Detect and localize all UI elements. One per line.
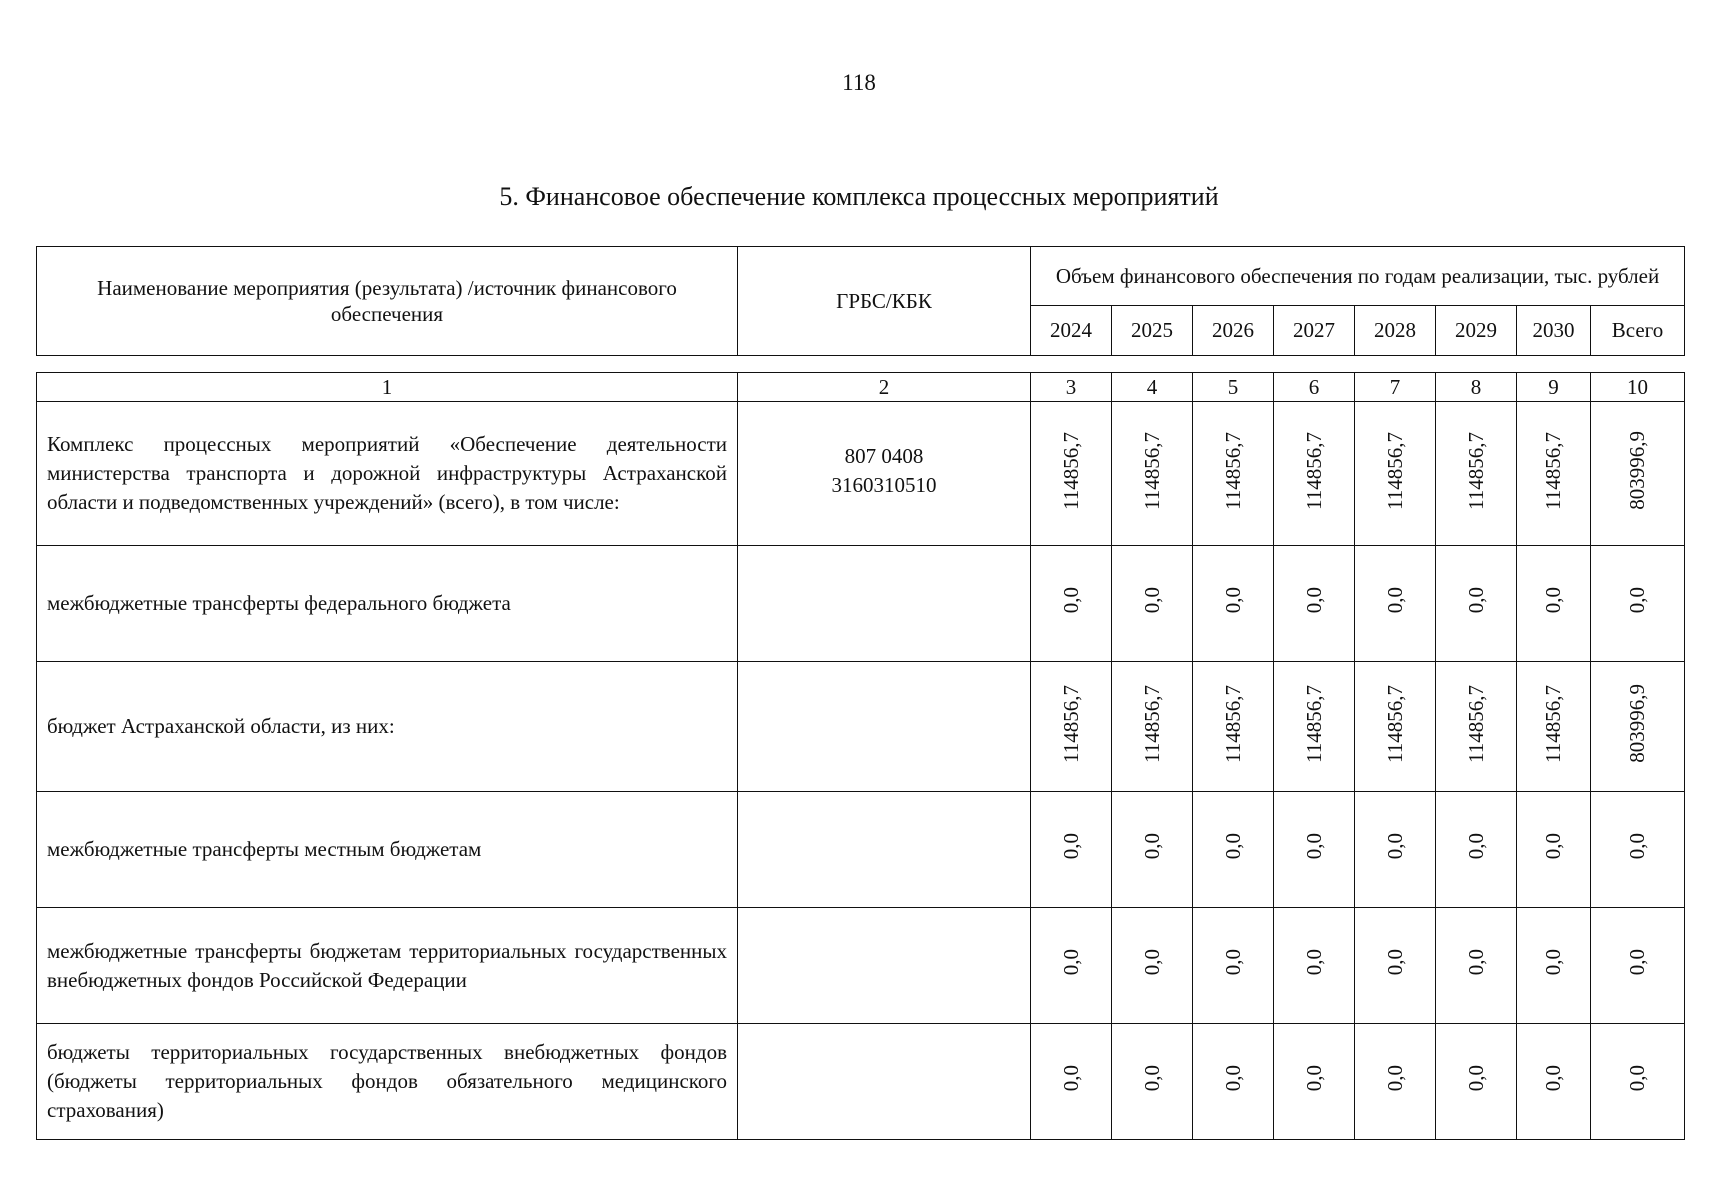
value-cell [1112,402,1193,546]
column-number: 5 [1193,373,1274,402]
value-2029: 114856,7 [1463,684,1488,763]
row-name: межбюджетные трансферты местным бюджетам [37,792,738,908]
value-2027: 114856,7 [1301,684,1326,763]
value-cell [1436,792,1517,908]
page-number: 118 [842,70,876,95]
kbk-code: 3160310510 [831,473,937,497]
header-name-column: Наименование мероприятия (результата) /источник финансового обеспечения [37,247,738,356]
value-cell [1591,1024,1685,1140]
value-2030: 114856,7 [1541,431,1565,510]
value-cell [1591,546,1685,662]
column-number: 2 [738,373,1031,402]
table-row [37,1024,1685,1140]
value-cell [1112,908,1193,1024]
value-cell [1517,908,1591,1024]
row-grbs-kbk [738,402,1031,546]
value-total: 0,0 [1625,833,1649,860]
value-cell [1193,908,1274,1024]
value-2024: 114856,7 [1058,431,1083,510]
column-number: 8 [1436,373,1517,402]
value-cell [1355,402,1436,546]
value-cell [1591,402,1685,546]
value-cell [1274,792,1355,908]
value-cell [1517,792,1591,908]
value-2028: 0,0 [1382,949,1407,976]
value-total: 803996,9 [1625,431,1649,510]
column-number: 7 [1355,373,1436,402]
value-2029: 0,0 [1463,1065,1488,1092]
table-row [37,546,1685,662]
row-name: бюджеты территориальных государственных внебюджетных фондов (бюджеты территориальных фондов обязательного медицинского страхования) [37,1024,738,1140]
value-cell [1355,908,1436,1024]
column-number: 9 [1517,373,1591,402]
value-cell [1355,1024,1436,1140]
value-cell [1591,662,1685,792]
value-2025: 0,0 [1139,587,1164,614]
header-year-2024: 2024 [1031,305,1112,355]
value-2025: 0,0 [1139,1065,1164,1092]
grbs-code: 807 0408 [844,444,924,468]
value-2028: 0,0 [1382,1065,1407,1092]
value-cell [1193,402,1274,546]
value-cell [1112,1024,1193,1140]
header-year-2026: 2026 [1193,305,1274,355]
value-cell [1031,402,1112,546]
table-row [37,908,1685,1024]
value-2026: 114856,7 [1220,431,1245,510]
row-name: Комплекс процессных мероприятий «Обеспечение деятельности министерства транспорта и дорожной инфраструктуры Астраханской области и подведомственных учреждений» (всего), в том числе: [37,402,738,546]
column-number: 10 [1591,373,1685,402]
value-cell [1031,546,1112,662]
row-grbs-kbk [738,792,1031,908]
row-name: бюджет Астраханской области, из них: [37,662,738,792]
row-name: межбюджетные трансферты бюджетам территориальных государственных внебюджетных фондов Российской Федерации [37,908,738,1024]
row-grbs-kbk [738,662,1031,792]
value-2026: 0,0 [1220,1065,1245,1092]
value-cell [1591,792,1685,908]
column-number: 1 [37,373,738,402]
value-cell [1517,1024,1591,1140]
header-grbs-column: ГРБС/КБК [738,247,1031,356]
row-grbs-kbk [738,1024,1031,1140]
value-cell [1031,662,1112,792]
value-cell [1517,662,1591,792]
value-2025: 0,0 [1139,949,1164,976]
value-2024: 0,0 [1058,949,1083,976]
table-row [37,662,1685,792]
value-2029: 114856,7 [1463,431,1488,510]
value-2024: 0,0 [1058,587,1083,614]
value-2027: 0,0 [1301,587,1326,614]
value-2027: 0,0 [1301,833,1326,860]
value-2026: 114856,7 [1220,684,1245,763]
column-number: 3 [1031,373,1112,402]
value-2027: 0,0 [1301,1065,1326,1092]
value-2030: 0,0 [1541,949,1565,976]
value-2027: 0,0 [1301,949,1326,976]
value-2026: 0,0 [1220,587,1245,614]
value-total: 0,0 [1625,1065,1649,1092]
page-title: 5. Финансовое обеспечение комплекса процессных мероприятий [499,182,1219,211]
value-cell [1274,546,1355,662]
value-2030: 114856,7 [1541,684,1565,763]
value-total: 0,0 [1625,587,1649,614]
value-2029: 0,0 [1463,949,1488,976]
row-grbs-kbk [738,546,1031,662]
value-cell [1193,546,1274,662]
value-cell [1112,662,1193,792]
value-cell [1274,1024,1355,1140]
value-cell [1193,1024,1274,1140]
value-cell [1517,546,1591,662]
header-year-2025: 2025 [1112,305,1193,355]
value-2030: 0,0 [1541,1065,1565,1092]
value-2025: 114856,7 [1139,431,1164,510]
value-cell [1193,792,1274,908]
value-2025: 0,0 [1139,833,1164,860]
value-2030: 0,0 [1541,833,1565,860]
value-cell [1355,792,1436,908]
header-year-2027: 2027 [1274,305,1355,355]
value-total: 0,0 [1625,949,1649,976]
value-2024: 0,0 [1058,1065,1083,1092]
value-total: 803996,9 [1625,684,1649,763]
value-2024: 114856,7 [1058,684,1083,763]
value-cell [1355,546,1436,662]
value-cell [1274,662,1355,792]
value-cell [1436,546,1517,662]
value-cell [1031,1024,1112,1140]
column-number: 4 [1112,373,1193,402]
value-2028: 0,0 [1382,833,1407,860]
column-number: 6 [1274,373,1355,402]
value-cell [1436,1024,1517,1140]
value-2028: 114856,7 [1382,431,1407,510]
value-2028: 114856,7 [1382,684,1407,763]
value-cell [1436,402,1517,546]
table-header [36,246,1685,356]
value-2025: 114856,7 [1139,684,1164,763]
value-cell [1031,908,1112,1024]
header-year-2029: 2029 [1436,305,1517,355]
header-year-2028: 2028 [1355,305,1436,355]
value-2028: 0,0 [1382,587,1407,614]
value-2029: 0,0 [1463,833,1488,860]
value-2024: 0,0 [1058,833,1083,860]
value-cell [1031,792,1112,908]
row-grbs-kbk [738,908,1031,1024]
table-row [37,402,1685,546]
value-cell [1591,908,1685,1024]
header-year-2030: 2030 [1517,305,1591,355]
value-cell [1274,402,1355,546]
value-cell [1274,908,1355,1024]
value-2026: 0,0 [1220,949,1245,976]
value-cell [1193,662,1274,792]
value-cell [1355,662,1436,792]
value-cell [1517,402,1591,546]
value-cell [1436,662,1517,792]
value-cell [1112,792,1193,908]
header-total: Всего [1591,305,1685,355]
value-cell [1436,908,1517,1024]
value-2029: 0,0 [1463,587,1488,614]
table-row [37,792,1685,908]
column-numbers-row [37,373,1685,402]
value-cell [1112,546,1193,662]
value-2026: 0,0 [1220,833,1245,860]
row-name: межбюджетные трансферты федерального бюджета [37,546,738,662]
header-volume-column: Объем финансового обеспечения по годам реализации, тыс. рублей [1031,247,1685,306]
financing-table [36,372,1685,1140]
value-2030: 0,0 [1541,587,1565,614]
value-2027: 114856,7 [1301,431,1326,510]
